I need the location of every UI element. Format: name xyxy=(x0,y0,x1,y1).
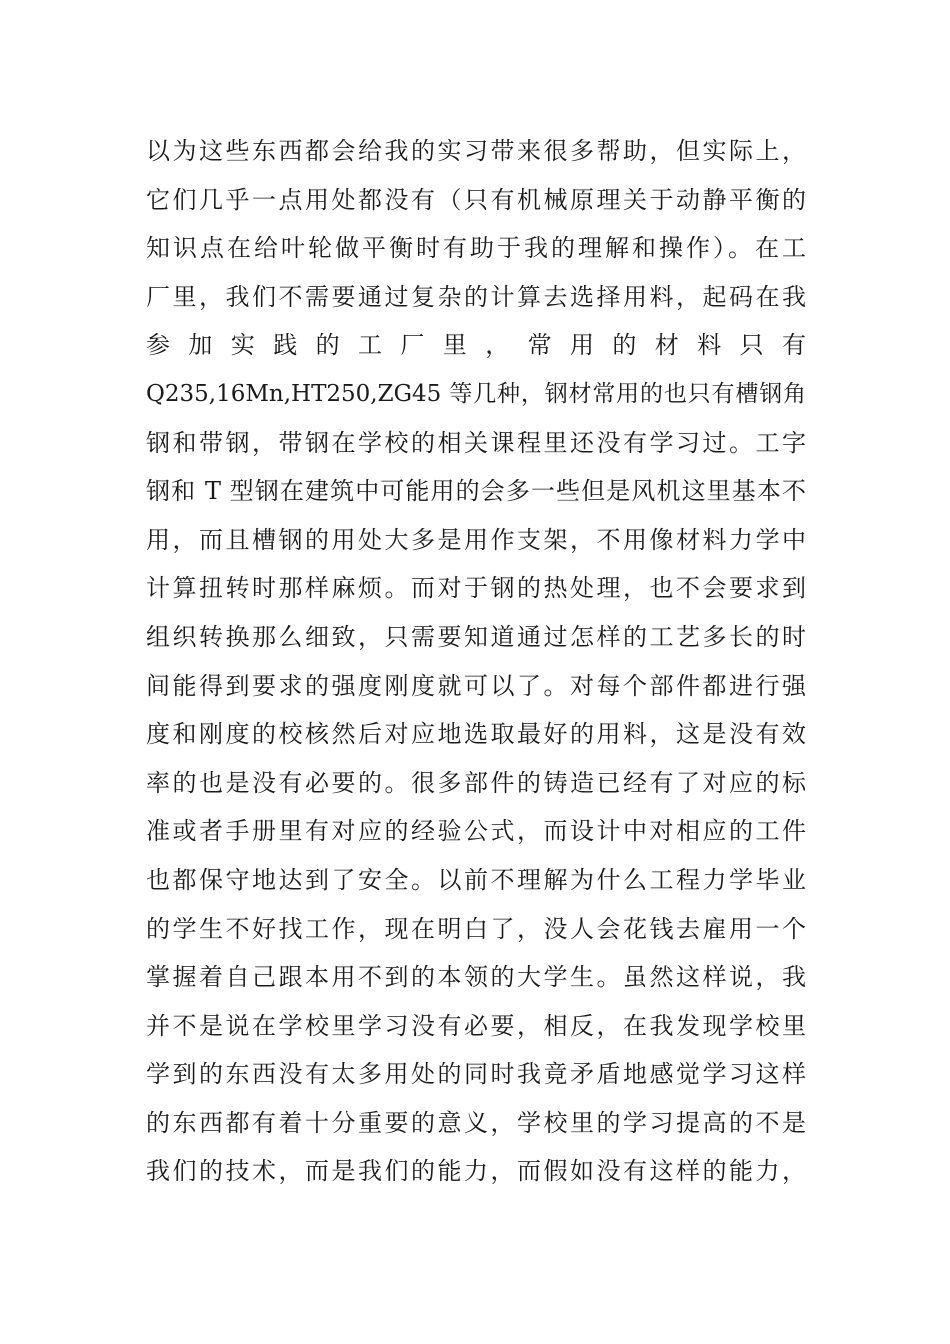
text-line: 用，而且槽钢的用处大多是用作支架，不用像材料力学中 xyxy=(146,525,806,554)
text-line: 参 加 实 践 的 工 厂 里 ， 常 用 的 材 料 只 有 xyxy=(146,331,806,360)
text-line: 掌握着自己跟本用不到的本领的大学生。虽然这样说，我 xyxy=(146,963,806,992)
text-line: 度和刚度的校核然后对应地选取最好的用料，这是没有效 xyxy=(146,720,806,749)
text-line: 间能得到要求的强度刚度就可以了。对每个部件都进行强 xyxy=(146,671,806,700)
text-line: 的学生不好找工作，现在明白了，没人会花钱去雇用一个 xyxy=(146,914,806,943)
text-line: 率的也是没有必要的。很多部件的铸造已经有了对应的标 xyxy=(146,768,806,797)
text-line: 厂里，我们不需要通过复杂的计算去选择用料，起码在我 xyxy=(146,282,806,311)
text-line: 并不是说在学校里学习没有必要，相反，在我发现学校里 xyxy=(146,1011,806,1040)
body-text xyxy=(146,127,806,1196)
text-line: 我们的技术，而是我们的能力，而假如没有这样的能力， xyxy=(146,1157,806,1186)
text-line: 也都保守地达到了安全。以前不理解为什么工程力学毕业 xyxy=(146,865,806,894)
text-line: 的东西都有着十分重要的意义，学校里的学习提高的不是 xyxy=(146,1108,806,1137)
text-line: 钢和 T 型钢在建筑中可能用的会多一些但是风机这里基本不 xyxy=(146,477,806,506)
text-line: 组织转换那么细致，只需要知道通过怎样的工艺多长的时 xyxy=(146,622,806,651)
text-line: 准或者手册里有对应的经验公式，而设计中对相应的工件 xyxy=(146,817,806,846)
text-line: 学到的东西没有太多用处的同时我竟矛盾地感觉学习这样 xyxy=(146,1060,806,1089)
text-line: 钢和带钢，带钢在学校的相关课程里还没有学习过。工字 xyxy=(146,428,806,457)
text-line: 知识点在给叶轮做平衡时有助于我的理解和操作）。在工 xyxy=(146,234,806,263)
text-line: 计算扭转时那样麻烦。而对于钢的热处理，也不会要求到 xyxy=(146,574,806,603)
text-line: 以为这些东西都会给我的实习带来很多帮助，但实际上， xyxy=(146,137,806,165)
text-line: Q235,16Mn,HT250,ZG45 等几种，钢材常用的也只有槽钢角 xyxy=(146,380,806,407)
text-line: 它们几乎一点用处都没有（只有机械原理关于动静平衡的 xyxy=(146,185,806,214)
